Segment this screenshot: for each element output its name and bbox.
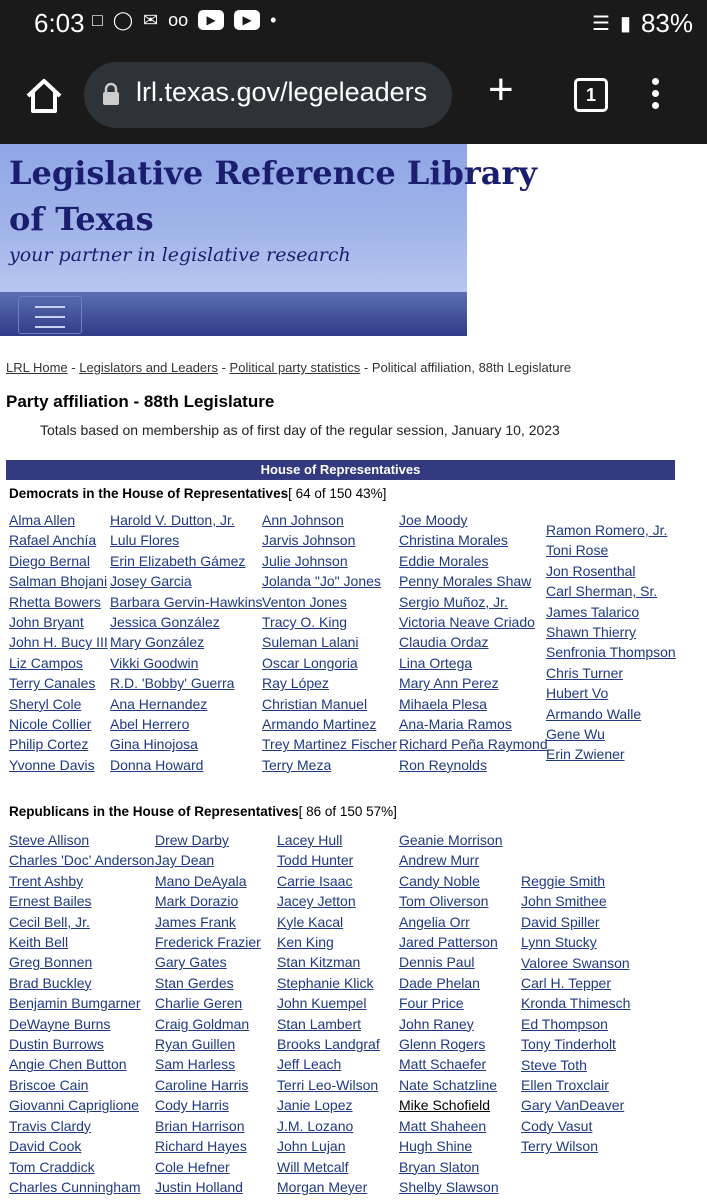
legislator-link[interactable]: Stephanie Klick [277, 974, 374, 991]
legislator-link[interactable]: Stan Gerdes [155, 974, 234, 991]
legislator-link[interactable]: Donna Howard [110, 756, 204, 773]
url-text: lrl.texas.gov/legeleaders [136, 77, 428, 107]
republicans-column-1 [9, 830, 154, 1197]
republicans-heading [9, 804, 397, 819]
legislator-link[interactable]: Chris Turner [546, 664, 624, 681]
legislator-link[interactable]: Dade Phelan [399, 974, 480, 991]
legislator-link[interactable]: Ana-Maria Ramos [399, 716, 512, 733]
legislator-link[interactable]: Nicole Collier [9, 716, 92, 733]
legislator-link[interactable]: Mike Schofield [399, 1097, 491, 1114]
legislator-link[interactable]: Kyle Kacal [277, 913, 344, 930]
legislator-link[interactable]: Dustin Burrows [9, 1036, 104, 1053]
legislator-link[interactable]: Vikki Goodwin [110, 654, 199, 671]
legislator-link[interactable]: Dennis Paul [399, 954, 475, 971]
legislator-link[interactable]: Terry Wilson [521, 1138, 599, 1155]
legislator-link[interactable]: Diego Bernal [9, 552, 90, 569]
youtube-icon: ▶ [198, 10, 224, 30]
legislator-link[interactable]: Ana Hernandez [110, 695, 208, 712]
house-table-header: House of Representatives [6, 460, 675, 480]
legislator-link[interactable]: Sergio Muñoz, Jr. [399, 593, 508, 610]
legislator-link[interactable]: Rhetta Bowers [9, 593, 101, 610]
voicemail-icon: oo [168, 10, 189, 30]
republicans-heading-label: Republicans in the House of Representatives [9, 804, 299, 819]
legislator-link[interactable]: Andrew Murr [399, 852, 480, 869]
system-icons [592, 8, 693, 39]
legislator-link[interactable]: Tracy O. King [262, 614, 348, 631]
legislator-link[interactable]: Hubert Vo [546, 685, 609, 702]
legislator-link[interactable]: Lulu Flores [110, 532, 180, 549]
breadcrumb [6, 360, 571, 375]
new-tab-button[interactable]: + [488, 65, 514, 114]
legislator-link[interactable]: Reggie Smith [521, 873, 606, 889]
legislator-link[interactable]: Jacey Jetton [277, 893, 356, 910]
legislator-link[interactable]: Ed Thompson [521, 1015, 608, 1032]
legislator-link[interactable]: Ken King [277, 934, 334, 951]
legislator-link[interactable]: Terry Canales [9, 675, 96, 692]
legislator-link[interactable]: Oscar Longoria [262, 654, 358, 671]
legislator-link[interactable]: Briscoe Cain [9, 1076, 89, 1093]
home-icon[interactable] [24, 76, 64, 116]
legislator-link[interactable]: Justin Holland [155, 1178, 243, 1195]
instagram-icon: ◯ [112, 10, 134, 30]
legislator-link[interactable]: John Lujan [277, 1138, 346, 1155]
legislator-link[interactable]: Erin Zwiener [546, 746, 625, 763]
legislator-link[interactable]: Trent Ashby [9, 872, 84, 889]
legislator-link[interactable]: Cody Vasut [521, 1117, 593, 1134]
legislator-link[interactable]: Angie Chen Button [9, 1056, 127, 1073]
mail-icon: ✉ [143, 10, 159, 30]
legislator-link[interactable]: Craig Goldman [155, 1015, 250, 1032]
hamburger-menu-icon[interactable] [18, 296, 82, 334]
breadcrumb-separator: - [360, 360, 372, 375]
breadcrumb-stats-link[interactable]: Political party statistics [229, 360, 361, 375]
legislator-link[interactable]: Armando Walle [546, 705, 642, 722]
legislator-link[interactable]: Frederick Frazier [155, 934, 261, 951]
legislator-link[interactable]: Harold V. Dutton, Jr. [110, 512, 235, 528]
legislator-link[interactable]: Brad Buckley [9, 974, 92, 991]
democrats-column-1 [9, 510, 108, 775]
legislator-link[interactable]: Lynn Stucky [521, 934, 597, 951]
legislator-link[interactable]: Will Metcalf [277, 1158, 349, 1175]
legislator-link[interactable]: Todd Hunter [277, 852, 354, 869]
legislator-link[interactable]: Terri Leo-Wilson [277, 1076, 379, 1093]
page-title: Party affiliation - 88th Legislature [6, 392, 275, 411]
legislator-link[interactable]: J.M. Lozano [277, 1117, 354, 1134]
legislator-link[interactable]: Claudia Ordaz [399, 634, 489, 651]
legislator-link[interactable]: Carrie Isaac [277, 872, 353, 889]
legislator-link[interactable]: Charlie Geren [155, 995, 243, 1012]
republicans-count: [ 86 of 150 57%] [298, 804, 397, 819]
legislator-link[interactable]: Brooks Landgraf [277, 1036, 380, 1053]
legislator-link[interactable]: Sheryl Cole [9, 695, 82, 712]
legislator-link[interactable]: Keith Bell [9, 934, 69, 951]
legislator-link[interactable]: Alma Allen [9, 512, 76, 528]
legislator-link[interactable]: Jared Patterson [399, 934, 498, 951]
legislator-link[interactable]: Stan Lambert [277, 1015, 362, 1032]
tab-switcher-button[interactable]: 1 [574, 78, 608, 112]
legislator-link[interactable]: Abel Herrero [110, 716, 190, 733]
democrats-column-4 [399, 510, 548, 775]
notification-icons [92, 10, 276, 31]
democrats-column-3 [262, 510, 397, 775]
legislator-link[interactable]: Sam Harless [155, 1056, 236, 1073]
legislator-link[interactable]: David Spiller [521, 913, 600, 930]
dot-icon: • [270, 10, 277, 30]
legislator-link[interactable]: Mary González [110, 634, 205, 651]
legislator-link[interactable]: Christina Morales [399, 532, 508, 549]
legislator-link[interactable]: Ernest Bailes [9, 893, 92, 910]
legislator-link[interactable]: Philip Cortez [9, 736, 89, 753]
democrats-heading [9, 486, 386, 501]
legislator-link[interactable]: Angelia Orr [399, 913, 470, 930]
legislator-link[interactable]: James Frank [155, 913, 236, 930]
legislator-link[interactable]: Four Price [399, 995, 464, 1012]
legislator-link[interactable]: Jeff Leach [277, 1056, 342, 1073]
legislator-link[interactable]: Senfronia Thompson [546, 644, 676, 661]
legislator-link[interactable]: Joe Moody [399, 512, 468, 528]
legislator-link[interactable]: Steve Toth [521, 1056, 587, 1073]
breadcrumb-leaders-link[interactable]: Legislators and Leaders [79, 360, 218, 375]
legislator-link[interactable]: Giovanni Capriglione [9, 1097, 139, 1114]
legislator-link[interactable]: Gene Wu [546, 726, 605, 743]
status-time: 6:03 [34, 8, 85, 38]
legislator-link[interactable]: Janie Lopez [277, 1097, 353, 1114]
legislator-link[interactable]: Charles 'Doc' Anderson [9, 852, 155, 869]
legislator-link[interactable]: Barbara Gervin-Hawkins [110, 593, 263, 610]
legislator-link[interactable]: John Raney [399, 1015, 474, 1032]
site-title-line2: of Texas [9, 200, 154, 238]
legislator-link[interactable]: Mihaela Plesa [399, 695, 487, 712]
legislator-link[interactable]: Matt Schaefer [399, 1056, 487, 1073]
legislator-link[interactable]: Jessica González [110, 614, 220, 631]
site-tagline: your partner in legislative research [9, 244, 351, 266]
legislator-link[interactable]: Rafael Anchía [9, 532, 97, 549]
breadcrumb-home-link[interactable]: LRL Home [6, 360, 68, 375]
legislator-link[interactable]: Steve Allison [9, 832, 90, 848]
legislator-link[interactable]: Mary Ann Perez [399, 675, 499, 692]
democrats-column-2 [110, 510, 263, 775]
legislator-link[interactable]: Ray López [262, 675, 329, 692]
legislator-link[interactable]: Trey Martinez Fischer [262, 736, 397, 753]
legislator-link[interactable]: Ryan Guillen [155, 1036, 236, 1053]
legislator-link[interactable]: John H. Bucy III [9, 634, 108, 651]
wifi-icon: ☰ [592, 13, 610, 35]
legislator-link[interactable]: Josey Garcia [110, 573, 192, 590]
legislator-link[interactable]: Nate Schatzline [399, 1076, 498, 1093]
republicans-column-3 [277, 830, 380, 1197]
legislator-link[interactable]: Gary VanDeaver [521, 1097, 625, 1114]
legislator-link[interactable]: Carl H. Tepper [521, 975, 612, 992]
site-nav-bar [0, 292, 467, 336]
legislator-link[interactable]: Mano DeAyala [155, 872, 247, 889]
legislator-link[interactable]: Matt Shaheen [399, 1117, 487, 1134]
legislator-link[interactable]: Stan Kitzman [277, 954, 361, 971]
legislator-link[interactable]: Benjamin Bumgarner [9, 995, 141, 1012]
legislator-link[interactable]: Carl Sherman, Sr. [546, 583, 658, 600]
youtube-icon-2: ▶ [234, 10, 260, 30]
legislator-link[interactable]: Richard Hayes [155, 1138, 247, 1155]
site-title-line1: Legislative Reference Library [9, 154, 537, 192]
legislator-link[interactable]: Suleman Lalani [262, 634, 359, 651]
legislator-link[interactable]: Gina Hinojosa [110, 736, 198, 753]
legislator-link[interactable]: Armando Martinez [262, 716, 377, 733]
legislator-link[interactable]: Terry Meza [262, 756, 332, 773]
republicans-column-5 [521, 871, 630, 1157]
legislator-link[interactable]: Ellen Troxclair [521, 1077, 609, 1094]
signal-icon: ▮ [619, 13, 631, 35]
legislator-link[interactable]: Cecil Bell, Jr. [9, 913, 90, 930]
legislator-link[interactable]: Penny Morales Shaw [399, 573, 532, 590]
legislator-link[interactable]: Greg Bonnen [9, 954, 93, 971]
legislator-link[interactable]: Yvonne Davis [9, 756, 95, 773]
legislator-link[interactable]: Charles Cunningham [9, 1178, 141, 1195]
legislator-link[interactable]: John Bryant [9, 614, 84, 631]
legislator-link[interactable]: Victoria Neave Criado [399, 614, 535, 631]
legislator-link[interactable]: Travis Clardy [9, 1117, 91, 1134]
legislator-link[interactable]: Toni Rose [546, 542, 609, 559]
totals-note: Totals based on membership as of first day of the regular session, January 10, 2023 [40, 422, 560, 438]
legislator-link[interactable]: Tony Tinderholt [521, 1036, 616, 1053]
breadcrumb-separator: - [217, 360, 230, 375]
more-menu-icon[interactable] [652, 78, 659, 114]
lock-icon [102, 82, 120, 106]
democrats-heading-label: Democrats in the House of Representatives [9, 486, 289, 501]
legislator-link[interactable]: Christian Manuel [262, 695, 368, 712]
legislator-link[interactable]: Valoree Swanson [521, 954, 630, 971]
legislator-link[interactable]: Caroline Harris [155, 1076, 249, 1093]
legislator-link[interactable]: Jay Dean [155, 852, 215, 869]
legislator-link[interactable]: Mark Dorazio [155, 893, 239, 910]
status-bar [0, 0, 707, 48]
legislator-link[interactable]: Ramon Romero, Jr. [546, 522, 668, 538]
legislator-link[interactable]: James Talarico [546, 603, 640, 620]
legislator-link[interactable]: DeWayne Burns [9, 1015, 111, 1032]
republicans-column-4 [399, 830, 503, 1197]
legislator-link[interactable]: Cody Harris [155, 1097, 229, 1114]
address-bar[interactable] [84, 62, 452, 128]
legislator-link[interactable]: Glenn Rogers [399, 1036, 486, 1053]
legislator-link[interactable]: Jon Rosenthal [546, 562, 636, 579]
legislator-link[interactable]: Lina Ortega [399, 654, 473, 671]
legislator-link[interactable]: Candy Noble [399, 872, 480, 889]
legislator-link[interactable]: Venton Jones [262, 593, 347, 610]
legislator-link[interactable]: Shelby Slawson [399, 1178, 499, 1195]
legislator-link[interactable]: John Kuempel [277, 995, 367, 1012]
legislator-link[interactable]: Julie Johnson [262, 552, 348, 569]
legislator-link[interactable]: Ron Reynolds [399, 756, 487, 773]
legislator-link[interactable]: Hugh Shine [399, 1138, 473, 1155]
legislator-link[interactable]: Gary Gates [155, 954, 227, 971]
legislator-link[interactable]: Richard Peña Raymond [399, 736, 548, 753]
browser-toolbar [0, 48, 707, 144]
legislator-link[interactable]: John Smithee [521, 893, 607, 910]
legislator-link[interactable]: Tom Craddick [9, 1158, 95, 1175]
legislator-link[interactable]: Brian Harrison [155, 1117, 245, 1134]
democrats-column-5 [546, 520, 676, 765]
legislator-link[interactable]: Shawn Thierry [546, 624, 637, 641]
site-banner [0, 144, 537, 294]
legislator-link[interactable]: Tom Oliverson [399, 893, 489, 910]
legislator-link[interactable]: Morgan Meyer [277, 1178, 368, 1195]
message-icon: □ [92, 10, 103, 30]
legislator-link[interactable]: Liz Campos [9, 654, 83, 671]
legislator-link[interactable]: Jolanda "Jo" Jones [262, 573, 381, 590]
legislator-link[interactable]: Jarvis Johnson [262, 532, 356, 549]
legislator-link[interactable]: Cole Hefner [155, 1158, 230, 1175]
breadcrumb-current: Political affiliation, 88th Legislature [371, 360, 572, 375]
legislator-link[interactable]: R.D. 'Bobby' Guerra [110, 675, 235, 692]
legislator-link[interactable]: Salman Bhojani [9, 573, 108, 590]
battery-level: 83% [640, 8, 693, 38]
legislator-link[interactable]: Ann Johnson [262, 512, 344, 528]
republicans-column-2 [155, 830, 261, 1197]
legislator-link[interactable]: Drew Darby [155, 832, 229, 848]
legislator-link[interactable]: David Cook [9, 1138, 82, 1155]
legislator-link[interactable]: Geanie Morrison [399, 832, 503, 848]
legislator-link[interactable]: Bryan Slaton [399, 1158, 480, 1175]
legislator-link[interactable]: Eddie Morales [399, 552, 489, 569]
breadcrumb-separator: - [67, 360, 80, 375]
legislator-link[interactable]: Lacey Hull [277, 832, 343, 848]
legislator-link[interactable]: Kronda Thimesch [521, 995, 631, 1012]
democrats-count: [ 64 of 150 43%] [288, 486, 387, 501]
legislator-link[interactable]: Erin Elizabeth Gámez [110, 552, 246, 569]
